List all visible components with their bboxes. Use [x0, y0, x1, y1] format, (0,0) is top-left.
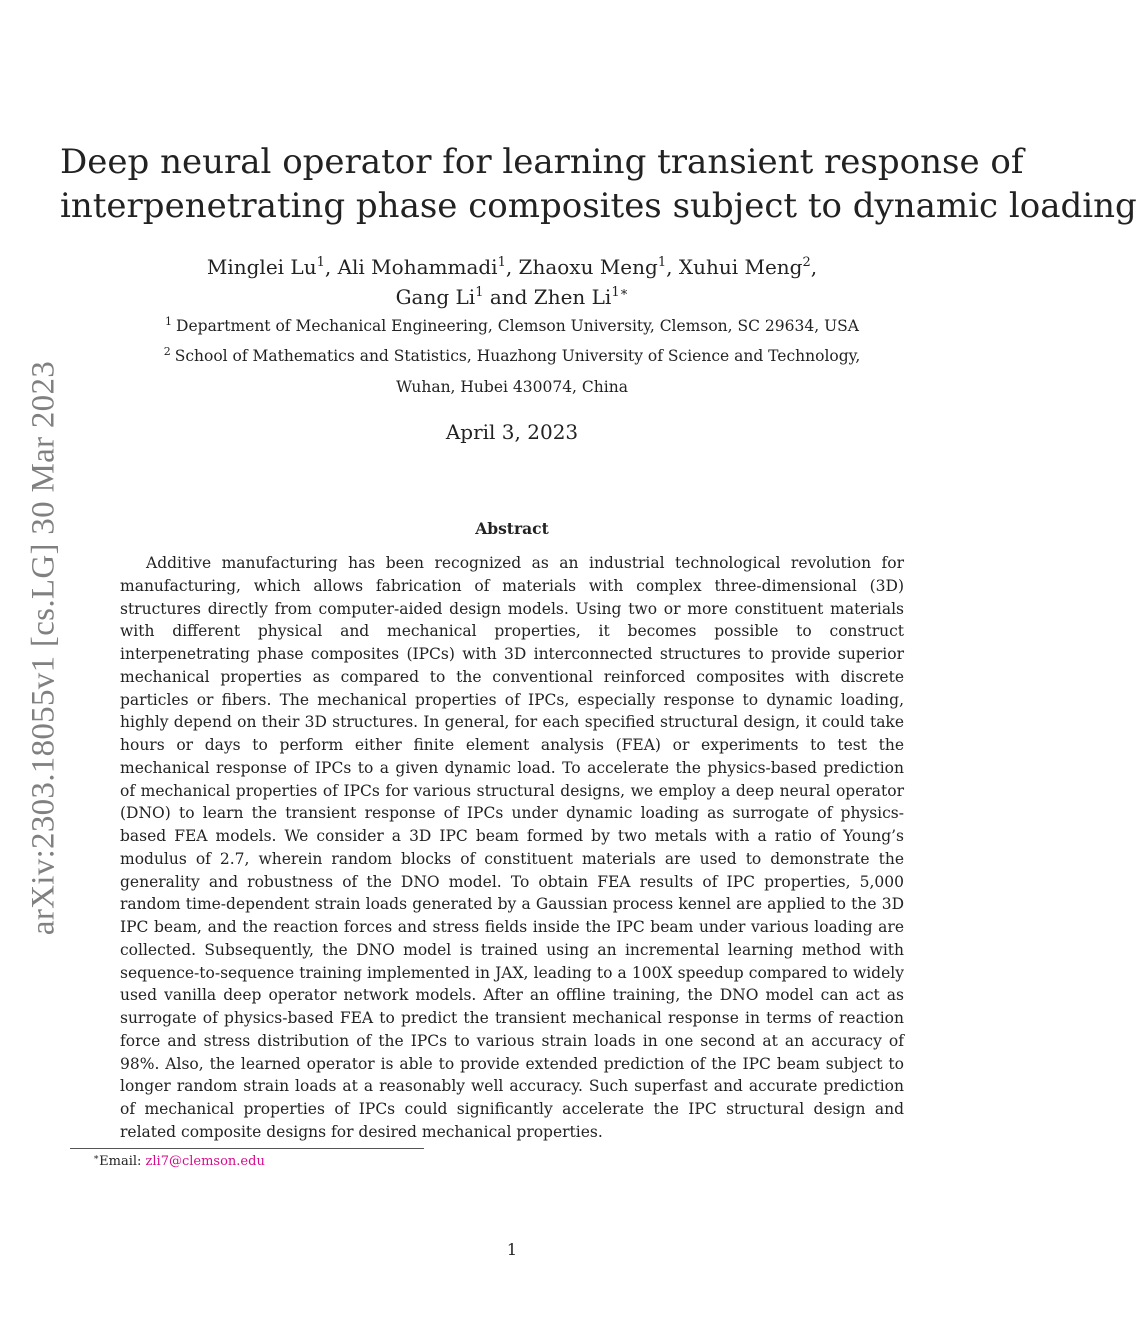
corresponding-author-footnote — [93, 1152, 265, 1172]
page-number: 1 — [506, 1240, 518, 1259]
affiliation-1 — [60, 316, 964, 336]
affiliation-marker: 1 — [475, 285, 484, 300]
abstract-body: Additive manufacturing has been recognized as an industrial technological revolution for manufacturing, which allows fabrication of materials with complex three-dimensional (3D) structures directly from computer-aided design models. Using two or more constituent materials with different physical and mechanical properties, it becomes possible to construct interpenetrating phase composites (IPCs) with 3D interconnected structures to provide superior mechanical properties as compared to the conventional reinforced composites with discrete particles or fibers. The mechanical properties of IPCs, especially response to dynamic loading, highly depend on their 3D structures. In general, for each specified structural design, it could take hours or days to perform either finite element analysis (FEA) or experiments to test the mechanical response of IPCs to a given dynamic load. To accelerate the physics-based prediction of mechanical properties of IPCs for various structural designs, we employ a deep neural operator (DNO) to learn the transient response of IPCs under dynamic loading as surrogate of physics-based FEA models. We consider a 3D IPC beam formed by two metals with a ratio of Young’s modulus of 2.7, wherein random blocks of constituent materials are used to demonstrate the generality and robustness of the DNO model. To obtain FEA results of IPC properties, 5,000 random time-dependent strain loads generated by a Gaussian process kennel are applied to the 3D IPC beam, and the reaction forces and stress fields inside the IPC beam under various loading are collected. Subsequently, the DNO model is trained using an incremental learning method with sequence-to-sequence training implemented in JAX, leading to a 100X speedup compared to widely used vanilla deep operator network models. After an offline training, the DNO model can act as surrogate of physics-based FEA to predict the transient mechanical response in terms of reaction force and stress distribution of the IPCs to various strain loads in one second at an accuracy of 98%. Also, the learned operator is able to provide extended prediction of the IPC beam subject to longer random strain loads at a reasonably well accuracy. Such superfast and accurate prediction of mechanical properties of IPCs could significantly accelerate the IPC structural design and related composite designs for desired mechanical properties. — [120, 554, 904, 1141]
footnote-divider — [70, 1148, 424, 1149]
affiliation-text: Department of Mechanical Engineering, Clemson University, Clemson, SC 29634, USA — [176, 317, 859, 335]
author-name: Minglei Lu — [206, 255, 317, 279]
author-list — [60, 252, 964, 312]
author-separator: , — [810, 255, 818, 279]
affiliation-text: School of Mathematics and Statistics, Huazhong University of Science and Technology, — [174, 347, 861, 365]
authors-line-2 — [60, 282, 964, 312]
author-name: and Zhen Li — [483, 285, 612, 309]
footnote-mark: ∗ — [93, 1153, 100, 1163]
affiliation-marker: 1 — [497, 255, 506, 270]
author-name: , Zhaoxu Meng — [505, 255, 658, 279]
arxiv-identifier-stamp: arXiv:2303.18055v1 [cs.LG] 30 Mar 2023 — [25, 360, 62, 936]
affiliation-marker: 1∗ — [611, 285, 629, 300]
email-link[interactable]: zli7@clemson.edu — [145, 1154, 265, 1169]
affiliation-2-continued: Wuhan, Hubei 430074, China — [396, 378, 628, 396]
affiliation-number: 1 — [165, 315, 173, 328]
affiliation-marker: 1 — [316, 255, 325, 270]
affiliation-marker: 2 — [802, 255, 811, 270]
affiliation-marker: 1 — [657, 255, 667, 270]
footnote-label: Email: — [99, 1154, 146, 1169]
title-line-2: interpenetrating phase composites subject to dynamic loading — [60, 186, 1137, 226]
abstract-heading: Abstract — [475, 519, 549, 538]
author-name: , Xuhui Meng — [666, 255, 803, 279]
affiliation-2 — [60, 346, 964, 366]
title-line-1: Deep neural operator for learning transient response of — [60, 142, 1024, 182]
author-name: , Ali Mohammadi — [324, 255, 498, 279]
affiliation-number: 2 — [163, 345, 171, 358]
author-name: Gang Li — [395, 285, 476, 309]
paper-title — [60, 140, 1137, 228]
authors-line-1 — [60, 252, 964, 282]
publication-date: April 3, 2023 — [445, 420, 579, 444]
